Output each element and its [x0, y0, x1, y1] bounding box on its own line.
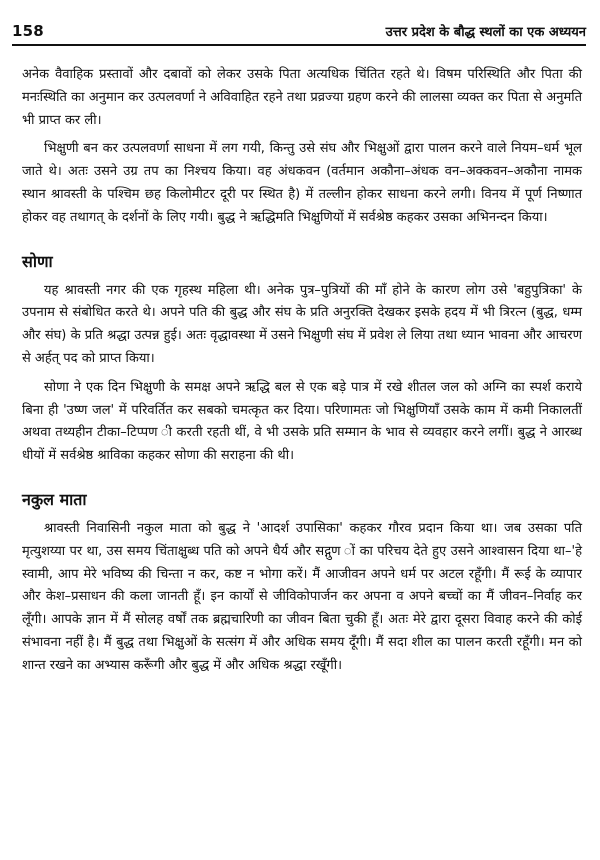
- paragraph-nakul-mata-1: श्रावस्ती निवासिनी नकुल माता को बुद्ध ने 'आदर्श उपासिका' कहकर गौरव प्रदान किया था। जब उसका पति मृत्युशय्या पर था, उस समय चिंताक्षुब्ध पति को अपने धैर्य और सद्गुण ों का परिचय देते हुए उसने आश्वासन दिया था–'हे स्वामी, आप मेरे भविष्य की चिन्ता न कर, कष्ट न भोगा करें। मैं आजीवन अपने धर्म पर अटल रहूँगी। मैं रूई के व्यापार और केश–प्रसाधन की कला जानती हूँ। इन कार्यों से जीविकोपार्जन कर अपना व अपने बच्चों का मैं जीवन–निर्वाह कर लूँगी। आपके ज्ञान में मैं सोलह वर्षों तक ब्रह्मचारिणी का जीवन बिता चुकी हूँ। अतः मेरे द्वारा दूसरा विवाह करने की कोई संभावना नहीं है। मैं बुद्ध तथा भिक्षुओं के सत्संग में और अधिक समय दूँगी। मैं सदा शील का पालन करती रहूँगी। मन को शान्त रखने का अभ्यास करूँगी और बुद्ध में और अधिक श्रद्धा रखूँगी।: [22, 520, 582, 673]
- paragraph-intro-2: भिक्षुणी बन कर उत्पलवर्णा साधना में लग गयी, किन्तु उसे संघ और भिक्षुओं द्वारा पालन करने वाले नियम–धर्म भूल जाते थे। अतः उसने उग्र तप का निश्चय किया। वह अंधकवन (वर्तमान अकौना–अंधक वन–अक्कवन–अकौना नामक स्थान श्रावस्ती के पश्चिम छह किलोमीटर दूरी पर स्थित है) में तल्लीन होकर साधना करने लगी। विनय में पूर्ण निष्णात होकर वह तथागत् के दर्शनों के लिए गयी। बुद्ध ने ऋद्धिमति भिक्षुणियों में सर्वश्रेष्ठ कहकर उसका अभिनन्दन किया।: [22, 141, 582, 225]
- paragraph-sona-2: सोणा ने एक दिन भिक्षुणी के समक्ष अपने ऋद्धि बल से एक बड़े पात्र में रखे शीतल जल को अग्नि का स्पर्श कराये बिना ही 'उष्ण जल' में परिवर्तित कर सबको चमत्कृत कर दिया। परिणामतः जो भिक्षुणियाँ उसके काम में कमी निकालतीं अथवा तथ्यहीन टीका–टिप्पण ी करती रहती थीं, वे भी उसके प्रति सम्मान के भाव से व्यवहार करने लगीं। बुद्ध ने आरब्ध धीयों में सर्वश्रेष्ठ श्राविका कहकर सोणा की सराहना की थी।: [22, 379, 582, 464]
- running-title: उत्तर प्रदेश के बौद्ध स्थलों का एक अध्ययन: [385, 25, 586, 40]
- section-heading-sona: सोणा: [22, 251, 53, 271]
- header-rule: [12, 44, 586, 46]
- body-text: [22, 64, 582, 678]
- running-header: [12, 18, 586, 40]
- paragraph-sona-1: यह श्रावस्ती नगर की एक गृहस्थ महिला थी। अनेक पुत्र–पुत्रियों की माँ होने के कारण लोग उसे 'बहुपुत्रिका' के उपनाम से संबोधित करते थे। अपने पति की बुद्ध और संघ के प्रति अनुरक्ति देखकर इसके हदय में भी त्रिरत्न (बुद्ध, धम्म और संघ) के प्रति श्रद्धा उत्पन्न हुई। अतः वृद्धावस्था में उसने भिक्षुणी संघ में प्रवेश ले लिया तथा ध्यान भावना और आचरण से अर्हत् पद को प्राप्त किया।: [22, 282, 582, 366]
- paragraph-intro-1: अनेक वैवाहिक प्रस्तावों और दबावों को लेकर उसके पिता अत्यधिक चिंतित रहते थे। विषम परिस्थिति और पिता की मनःस्थिति का अनुमान कर उत्पलवर्णा ने अविवाहित रहने तथा प्रव्रज्या ग्रहण करने की लालसा व्यक्त कर पिता से अनुमति भी प्राप्त कर ली।: [22, 67, 582, 128]
- section-heading-nakul-mata: नकुल माता: [22, 489, 87, 509]
- page-number: 158: [12, 22, 44, 40]
